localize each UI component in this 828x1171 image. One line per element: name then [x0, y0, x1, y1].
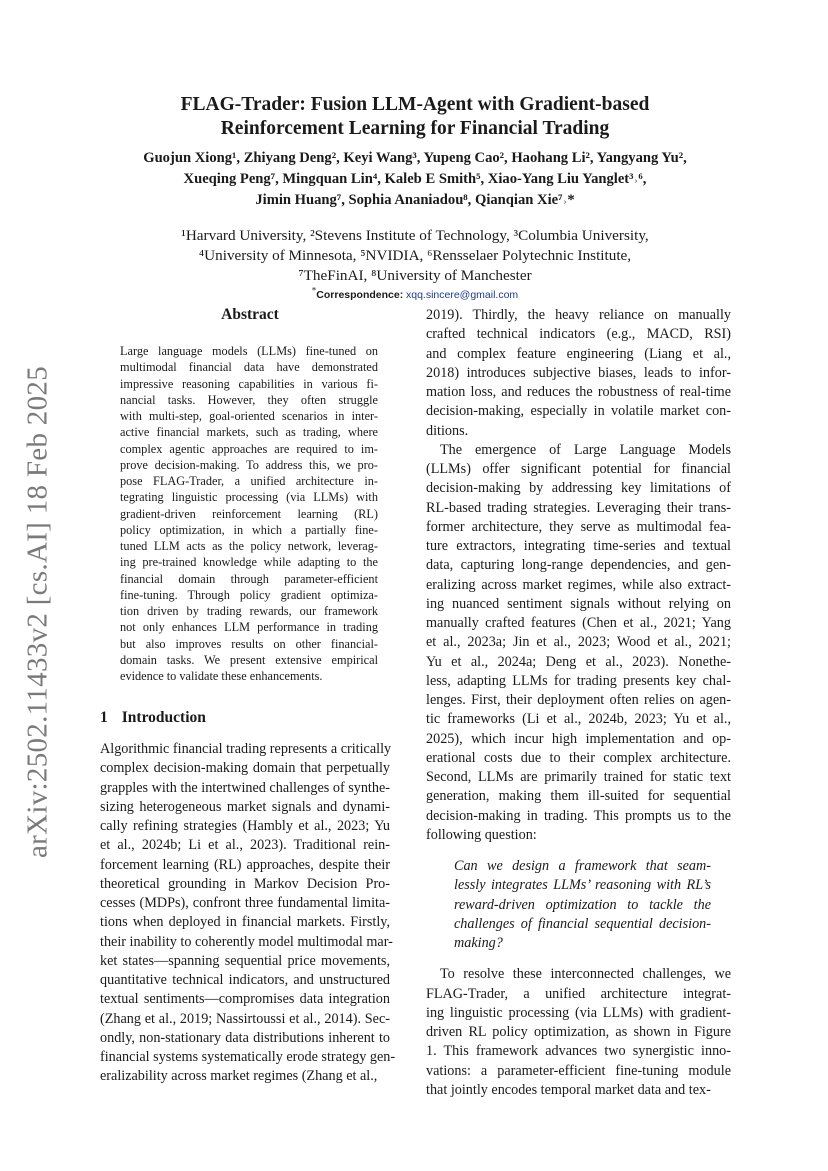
intro-line: Algorithmic financial trading represents a critically [100, 741, 392, 757]
paragraph-line: eralizing across market regimes, while also extract- [426, 576, 731, 593]
intro-line: textual sentiments—compromises data integration [100, 991, 390, 1008]
abstract-line: nancial tasks. However, they often struggle [120, 392, 378, 407]
section-number: 1 [100, 709, 108, 726]
intro-line: tions when deployed in financial markets. Firstly, [100, 914, 390, 931]
abstract-line: financial domain through parameter-efficient [120, 571, 378, 586]
arxiv-id-text: arXiv:2502.11433v2 [cs.AI] 18 Feb 2025 [21, 366, 54, 858]
title-line-2: Reinforcement Learning for Financial Trading [220, 118, 610, 139]
abstract-line: Large language models (LLMs) fine-tuned on [120, 344, 378, 358]
intro-line: grapples with the intertwined challenges of synthe- [100, 779, 390, 796]
correspondence-email-link[interactable]: xqq.sincere@gmail.com [405, 289, 519, 301]
abstract-line: active financial markets, such as trading, where [120, 425, 378, 440]
paragraph-line: crafted technical indicators (e.g., MACD, RSI) [426, 326, 731, 343]
paragraph-1 [426, 306, 731, 441]
affiliations-line-2: ⁴University of Minnesota, ⁵NVIDIA, ⁶Rensselaer Polytechnic Institute, [198, 247, 632, 264]
introduction-heading [100, 709, 206, 727]
paragraph-line: decision-making by addressing key limitations of [426, 480, 731, 497]
abstract-line: evidence to validate these enhancements. [120, 669, 323, 683]
correspondence [92, 285, 738, 302]
paragraph-line: erational costs due to their complex architecture. [426, 749, 731, 766]
paragraph-line: (LLMs) offer significant potential for financial [426, 461, 731, 477]
correspondence-marker: * [311, 285, 317, 296]
correspondence-label: Correspondence: [316, 289, 404, 301]
intro-line: cally refining strategies (Hambly et al., 2023; Yu [100, 818, 390, 834]
paragraph-line: FLAG-Trader, a unified architecture integrat- [426, 985, 731, 1002]
paragraph-line: and complex feature engineering (Liang et al., [426, 345, 731, 362]
abstract-line: ing pre-trained knowledge while adapting to the [120, 555, 378, 570]
paragraph-line: 2018) introduces subjective biases, leads to infor- [426, 364, 731, 381]
section-title: Introduction [121, 709, 206, 726]
abstract-line: fine-tuning. Through policy gradient optimiza- [120, 587, 378, 602]
research-question [426, 857, 731, 953]
paragraph-line: ditions. [426, 422, 469, 439]
intro-line: theoretical grounding in Markov Decision Pro- [100, 875, 390, 892]
affiliations-line-1: ¹Harvard University, ²Stevens Institute of Technology, ³Columbia University, [181, 227, 649, 244]
paragraph-line: driven RL policy optimization, as shown in Figure [426, 1024, 731, 1040]
paragraph-line: following question: [426, 826, 537, 843]
intro-line: et al., 2024b; Li et al., 2023). Traditional rein- [100, 837, 390, 854]
author-list [92, 148, 738, 211]
intro-line: quantitative technical indicators, and unstructured [100, 972, 390, 988]
paragraph-line: ing linguistic processing (via LLMs) with gradient- [426, 1004, 731, 1021]
abstract-line: gradient-driven reinforcement learning (RL) [120, 506, 378, 521]
arxiv-identifier-sidebar [18, 366, 58, 858]
question-line: making? [454, 935, 503, 951]
question-line: Can we design a framework that seam- [454, 858, 711, 874]
paragraph-line: manually crafted features (Chen et al., 2021; Yang [426, 615, 731, 631]
abstract-line: but also improves results on other financial- [120, 636, 378, 651]
intro-line: eralizability across market regimes (Zhang et al., [100, 1068, 378, 1085]
paragraph-line: generation, making them ill-suited for sequential [426, 788, 731, 805]
abstract-line: tion driven by trading rewards, our framework [120, 604, 378, 618]
paragraph-line: lenges. First, their deployment often relies on agen- [426, 692, 731, 708]
intro-line: forcement learning (RL) approaches, despite their [100, 856, 390, 873]
affiliations-line-3: ⁷TheFinAI, ⁸University of Manchester [298, 267, 532, 284]
paragraph-line: To resolve these interconnected challenges, we [440, 966, 731, 983]
paragraph-line: 2025), which incur high implementation and op- [426, 730, 731, 747]
paragraph-line: ture extractors, integrating time-series and textual [426, 538, 731, 554]
paragraph-line: decision-making in trading. This prompts us to the [426, 807, 731, 824]
paragraph-line: vations: a parameter-efficient fine-tuning module [426, 1062, 731, 1079]
intro-line: sizing heterogeneous market signals and dynami- [100, 798, 390, 815]
paragraph-2 [426, 441, 731, 845]
abstract-line: tuned LLM acts as the policy network, leverag- [120, 539, 378, 553]
authors-line-1: Guojun Xiong¹, Zhiyang Deng², Keyi Wang³, Yupeng Cao², Haohang Li², Yangyang Yu², [143, 150, 687, 166]
intro-line: ket states—spanning sequential price movements, [100, 952, 390, 969]
abstract-line: complex agentic approaches are required to im- [120, 441, 378, 456]
abstract-line: policy optimization, in which a partially fine- [120, 522, 378, 537]
intro-line: financial systems systematically erode strategy gen- [100, 1049, 396, 1065]
abstract-line: impressive reasoning capabilities in various fi- [120, 376, 378, 391]
abstract-heading: Abstract [221, 306, 279, 323]
paragraph-3 [426, 965, 731, 1100]
paragraph-line: former architecture, they serve as multimodal fea- [426, 518, 731, 535]
paragraph-line: 2019). Thirdly, the heavy reliance on manually [426, 307, 731, 323]
paragraph-line: data, capturing long-range dependencies, and gen- [426, 557, 731, 574]
question-line: reward-driven optimization to tackle the [454, 896, 711, 913]
paragraph-line: Yu et al., 2024a; Deng et al., 2023). Nonethe- [426, 653, 731, 670]
paragraph-line: RL-based trading strategies. Leveraging their trans- [426, 499, 731, 516]
authors-line-2: Xueqing Peng⁷, Mingquan Lin⁴, Kaleb E Smith⁵, Xiao-Yang Liu Yanglet³˒⁶, [183, 171, 647, 187]
paragraph-line: Second, LLMs are primarily trained for static text [426, 769, 731, 785]
paragraph-line: ing nuanced sentiment signals without relying on [426, 595, 731, 612]
abstract-line: pose FLAG-Trader, a unified architecture in- [120, 474, 378, 488]
intro-line: (Zhang et al., 2019; Nassirtoussi et al., 2014). Sec- [100, 1010, 390, 1027]
introduction-body-column-1 [100, 740, 396, 1087]
body-column-2 [426, 306, 731, 1100]
abstract-line: domain tasks. We present extensive empirical [120, 652, 378, 667]
question-line: lessly integrates LLMs’ reasoning with RL’s [454, 877, 711, 894]
paragraph-line: less, adapting LLMs for trading presents key chal- [426, 672, 731, 689]
title-line-1: FLAG-Trader: Fusion LLM-Agent with Gradient-based [180, 94, 650, 115]
paragraph-line: tic frameworks (Li et al., 2024b, 2023; Yu et al., [426, 711, 731, 728]
intro-line: cesses (MDPs), confront three fundamental limita- [100, 895, 390, 911]
paragraph-line: mation loss, and reduces the robustness of real-time [426, 384, 731, 400]
paragraph-line: 1. This framework advances two synergistic inno- [426, 1043, 731, 1060]
abstract-line: multimodal financial data have demonstrated [120, 360, 378, 375]
paragraph-line: decision-making, especially in volatile market con- [426, 403, 731, 420]
affiliations [92, 226, 738, 286]
paper-title [100, 93, 730, 141]
intro-line: their inability to coherently model multimodal mar- [100, 933, 393, 950]
paragraph-line: that jointly encodes temporal market data and tex- [426, 1081, 711, 1098]
abstract-line: with multi-step, goal-oriented scenarios in inter- [120, 409, 378, 423]
question-line: challenges of financial sequential decision- [454, 915, 711, 932]
intro-line: complex decision-making domain that perpetually [100, 760, 390, 777]
abstract-body [120, 343, 378, 684]
abstract-line: prove decision-making. To address this, we pro- [120, 457, 378, 472]
intro-line: ondly, non-stationary data distributions inherent to [100, 1029, 390, 1046]
authors-line-3: Jimin Huang⁷, Sophia Ananiadou⁸, Qianqian Xie⁷˒* [255, 192, 575, 208]
abstract-line: tegrating linguistic processing (via LLMs) with [120, 490, 378, 505]
paragraph-line: The emergence of Large Language Models [440, 441, 731, 458]
paragraph-line: et al., 2023a; Jin et al., 2023; Wood et al., 2021; [426, 634, 731, 651]
abstract-line: not only enhances LLM performance in trading [120, 620, 378, 635]
